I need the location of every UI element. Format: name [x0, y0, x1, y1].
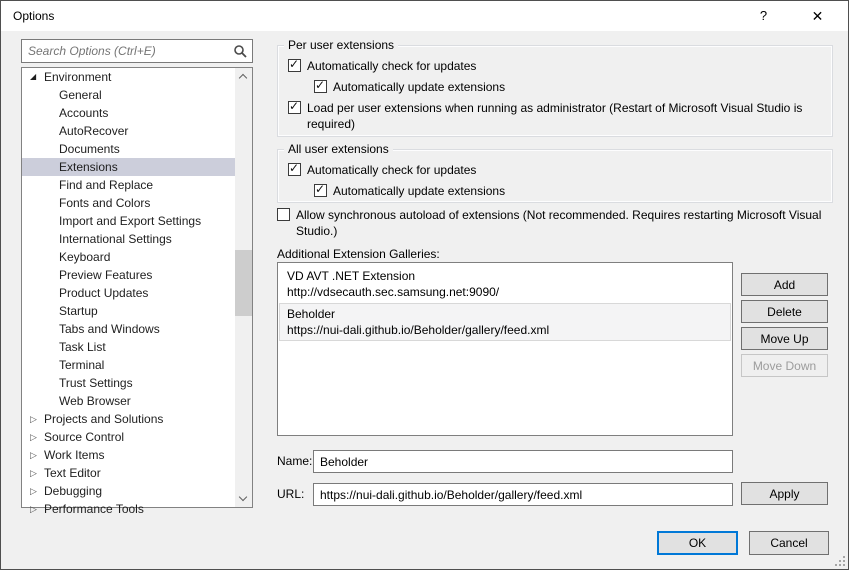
gallery-item-url: https://nui-dali.github.io/Beholder/gallery/feed.xml — [287, 323, 550, 337]
scroll-down-icon[interactable] — [235, 490, 252, 507]
tree-item-general[interactable] — [22, 86, 235, 104]
gallery-item-name: VD AVT .NET Extension — [287, 269, 416, 283]
tree-item-label: Text Editor — [44, 466, 101, 480]
tree-item-label: Source Control — [44, 430, 125, 444]
tree-item-projects-and-solutions[interactable] — [22, 410, 235, 428]
titlebar[interactable] — [1, 1, 848, 31]
help-icon[interactable]: ? — [759, 8, 768, 23]
search-icon — [233, 44, 247, 58]
expand-icon[interactable]: ▷ — [30, 450, 37, 460]
expand-collapse-icon[interactable]: ◢ — [30, 72, 37, 81]
name-input[interactable] — [313, 450, 733, 473]
tree-item-trust-settings[interactable] — [22, 374, 235, 392]
ok-button[interactable]: OK — [657, 531, 738, 555]
tree-item-label: Documents — [59, 142, 120, 156]
url-label: URL: — [277, 487, 305, 501]
gallery-item-name: Beholder — [287, 307, 336, 321]
delete-button[interactable]: Delete — [741, 300, 828, 323]
checkbox-label: Allow synchronous autoload of extensions (Not recommended. Requires restarting Microsoft Visual Studio.) — [296, 208, 822, 238]
galleries-label: Additional Extension Galleries: — [277, 247, 440, 261]
tree-item-extensions[interactable] — [22, 158, 235, 176]
tree-item-label: Keyboard — [59, 250, 111, 264]
tree-item-label: Find and Replace — [59, 178, 154, 192]
tree-item-find-and-replace[interactable] — [22, 176, 235, 194]
tree-item-label: Startup — [59, 304, 98, 318]
tree-item-label: Preview Features — [59, 268, 153, 282]
checkbox-label: Automatically check for updates — [307, 59, 477, 73]
tree-item-label: Performance Tools — [44, 502, 144, 516]
tree-item-startup[interactable] — [22, 302, 235, 320]
tree-item-documents[interactable] — [22, 140, 235, 158]
tree-item-label: General — [59, 88, 102, 102]
tree-item-label: AutoRecover — [59, 124, 129, 138]
tree-scrollbar[interactable] — [235, 68, 252, 507]
apply-button[interactable]: Apply — [741, 482, 828, 505]
galleries-list[interactable] — [277, 262, 733, 436]
checkbox-automatically-update-extensions[interactable] — [314, 183, 822, 199]
gallery-item-vd-avt-net-extension[interactable] — [279, 265, 731, 303]
all-user-extensions-group — [277, 142, 833, 203]
tree-item-label: Extensions — [59, 160, 118, 174]
expand-icon[interactable]: ▷ — [30, 414, 37, 424]
options-tree — [21, 67, 253, 516]
checkbox-automatically-check-for-updates[interactable] — [288, 162, 822, 178]
cancel-button[interactable]: Cancel — [749, 531, 829, 555]
tree-item-performance-tools[interactable] — [22, 500, 235, 518]
tree-item-keyboard[interactable] — [22, 248, 235, 266]
tree-item-label: Import and Export Settings — [59, 214, 202, 228]
checkbox-allow-synchronous-autoload[interactable] — [277, 207, 843, 239]
search-input[interactable] — [22, 40, 252, 62]
expand-icon[interactable]: ▷ — [30, 504, 37, 514]
scrollbar-thumb[interactable] — [235, 250, 252, 316]
checked-checkbox-icon[interactable] — [288, 163, 301, 176]
checked-checkbox-icon[interactable] — [288, 59, 301, 72]
tree-item-label: Tabs and Windows — [59, 322, 160, 336]
checkbox-label: Automatically update extensions — [333, 184, 506, 198]
tree-item-debugging[interactable] — [22, 482, 235, 500]
tree-item-label: Terminal — [59, 358, 105, 372]
checkbox-label: Automatically check for updates — [307, 163, 477, 177]
tree-item-label: International Settings — [59, 232, 172, 246]
checkbox-automatically-update-extensions[interactable] — [314, 79, 822, 95]
tree-item-label: Trust Settings — [59, 376, 133, 390]
checkbox-automatically-check-for-updates[interactable] — [288, 58, 822, 74]
url-input[interactable] — [313, 483, 733, 506]
checked-checkbox-icon[interactable] — [288, 101, 301, 114]
tree-item-product-updates[interactable] — [22, 284, 235, 302]
move-down-button: Move Down — [741, 354, 828, 377]
tree-item-environment[interactable] — [22, 68, 235, 86]
tree-item-autorecover[interactable] — [22, 122, 235, 140]
tree-item-preview-features[interactable] — [22, 266, 235, 284]
tree-item-label: Debugging — [44, 484, 103, 498]
expand-icon[interactable]: ▷ — [30, 432, 37, 442]
gallery-item-url: http://vdsecauth.sec.samsung.net:9090/ — [287, 285, 500, 299]
tree-item-fonts-and-colors[interactable] — [22, 194, 235, 212]
tree-item-import-and-export-settings[interactable] — [22, 212, 235, 230]
checkbox-label: Load per user extensions when running as administrator (Restart of Microsoft Visual Studio is required) — [307, 101, 803, 131]
tree-item-text-editor[interactable] — [22, 464, 235, 482]
add-button[interactable]: Add — [741, 273, 828, 296]
tree-item-terminal[interactable] — [22, 356, 235, 374]
tree-item-label: Work Items — [44, 448, 105, 462]
close-icon[interactable]: ✕ — [811, 8, 824, 24]
tree-item-label: Environment — [44, 70, 112, 84]
per-user-extensions-title: Per user extensions — [284, 38, 398, 52]
checked-checkbox-icon[interactable] — [314, 80, 327, 93]
tree-item-international-settings[interactable] — [22, 230, 235, 248]
tree-item-label: Accounts — [59, 106, 109, 120]
expand-icon[interactable]: ▷ — [30, 468, 37, 478]
checkbox-label: Automatically update extensions — [333, 80, 506, 94]
move-up-button[interactable]: Move Up — [741, 327, 828, 350]
tree-item-label: Task List — [59, 340, 106, 354]
tree-item-accounts[interactable] — [22, 104, 235, 122]
tree-item-tabs-and-windows[interactable] — [22, 320, 235, 338]
checkbox-load-per-user-extensions-when-running-as[interactable] — [288, 100, 822, 132]
search-box — [21, 39, 253, 63]
per-user-extensions-group — [277, 38, 833, 137]
checkbox-icon[interactable] — [277, 208, 290, 221]
tree-item-label: Fonts and Colors — [59, 196, 151, 210]
tree-item-work-items[interactable] — [22, 446, 235, 464]
tree-item-source-control[interactable] — [22, 428, 235, 446]
tree-item-web-browser[interactable] — [22, 392, 235, 410]
scroll-up-icon[interactable] — [235, 68, 252, 85]
all-user-extensions-title: All user extensions — [284, 142, 393, 156]
name-label: Name: — [277, 454, 313, 468]
checked-checkbox-icon[interactable] — [314, 184, 327, 197]
expand-icon[interactable]: ▷ — [30, 486, 37, 496]
window-title: Options — [13, 9, 55, 23]
resize-grip[interactable] — [833, 554, 845, 566]
tree-item-task-list[interactable] — [22, 338, 235, 356]
tree-item-label: Projects and Solutions — [44, 412, 164, 426]
tree-item-label: Web Browser — [59, 394, 131, 408]
galleries-buttons — [741, 273, 828, 381]
gallery-item-beholder[interactable] — [279, 303, 731, 341]
tree-item-label: Product Updates — [59, 286, 149, 300]
